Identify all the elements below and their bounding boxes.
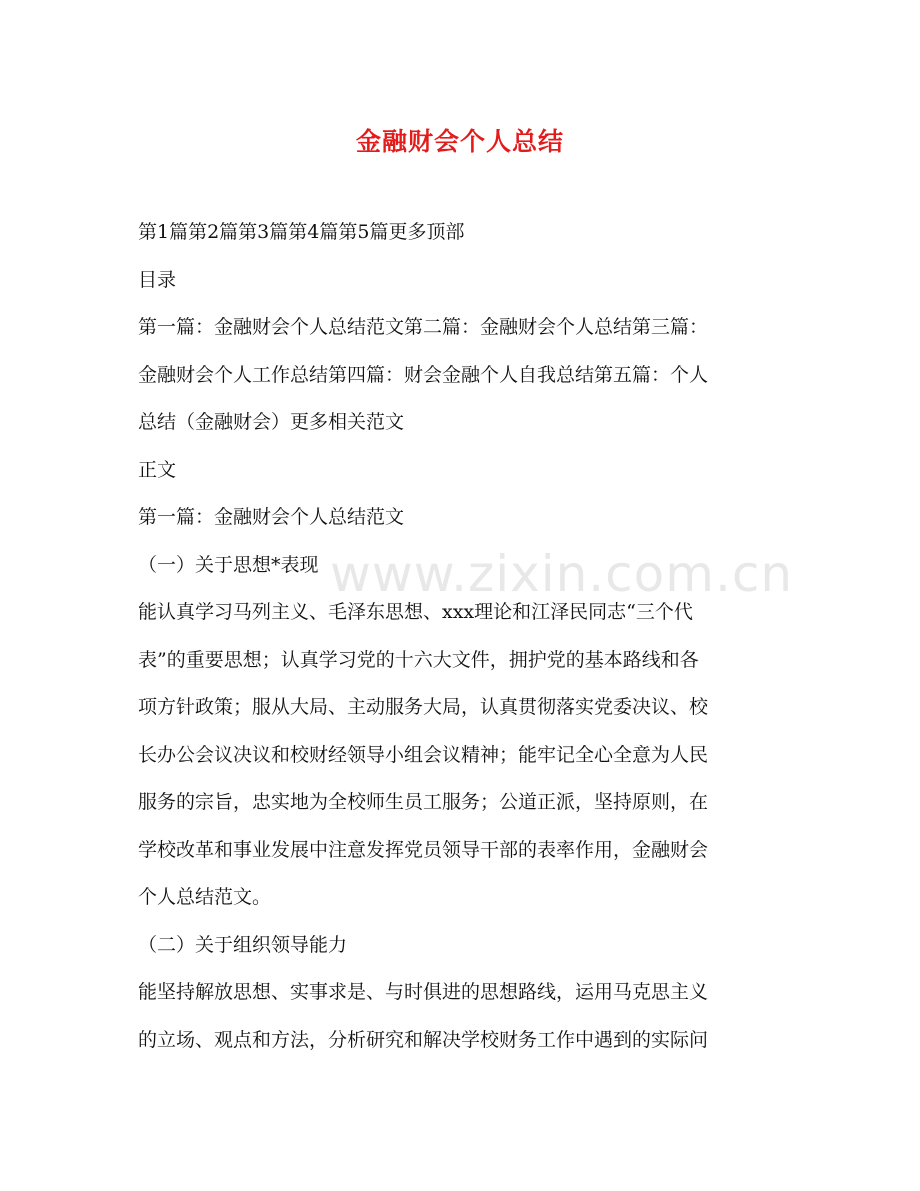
toc-line[interactable]: 第一篇：金融财会个人总结范文第二篇：金融财会个人总结第三篇： bbox=[138, 316, 709, 338]
paragraph-line: 学校改革和事业发展中注意发挥党员领导干部的表率作用，金融财会 bbox=[138, 838, 709, 861]
toc-line[interactable]: 总结（金融财会）更多相关范文 bbox=[138, 411, 405, 433]
watermark: www.zixin.com.cn bbox=[330, 545, 794, 603]
paragraph-line: 能坚持解放思想、实事求是、与时俱进的思想路线，运用马克思主义 bbox=[138, 981, 709, 1003]
paragraph-line: 服务的宗旨，忠实地为全校师生员工服务；公道正派，坚持原则，在 bbox=[138, 791, 709, 813]
section-paragraph bbox=[138, 589, 774, 922]
article-nav-links[interactable]: 第1篇第2篇第3篇第4篇第5篇更多顶部 bbox=[138, 221, 465, 243]
document-title: 金融财会个人总结 bbox=[355, 127, 564, 156]
paragraph-line: 能认真学习马列主义、毛泽东思想、xxx理论和江泽民同志“三个代 bbox=[138, 601, 693, 623]
paragraph-line: 表”的重要思想；认真学习党的十六大文件，拥护党的基本路线和各 bbox=[138, 648, 699, 671]
body-heading: 正文 bbox=[138, 458, 177, 481]
section-heading: （二）关于组织领导能力 bbox=[138, 933, 348, 956]
paragraph-line: 个人总结范文。 bbox=[138, 886, 272, 908]
toc-list bbox=[138, 304, 774, 447]
paragraph-line: 的立场、观点和方法，分析研究和解决学校财务工作中遇到的实际问 bbox=[138, 1028, 709, 1051]
paragraph-line: 项方针政策；服从大局、主动服务大局，认真贯彻落实党委决议、校 bbox=[138, 696, 709, 718]
toc-line[interactable]: 金融财会个人工作总结第四篇：财会金融个人自我总结第五篇：个人 bbox=[138, 363, 709, 386]
chapter-title: 第一篇：金融财会个人总结范文 bbox=[138, 506, 405, 528]
section-paragraph bbox=[138, 969, 774, 1064]
document-content bbox=[138, 209, 774, 1064]
toc-heading: 目录 bbox=[138, 268, 177, 291]
paragraph-line: 长办公会议决议和校财经领导小组会议精神；能牢记全心全意为人民 bbox=[138, 743, 709, 766]
section-heading: （一）关于思想*表现 bbox=[138, 553, 319, 576]
